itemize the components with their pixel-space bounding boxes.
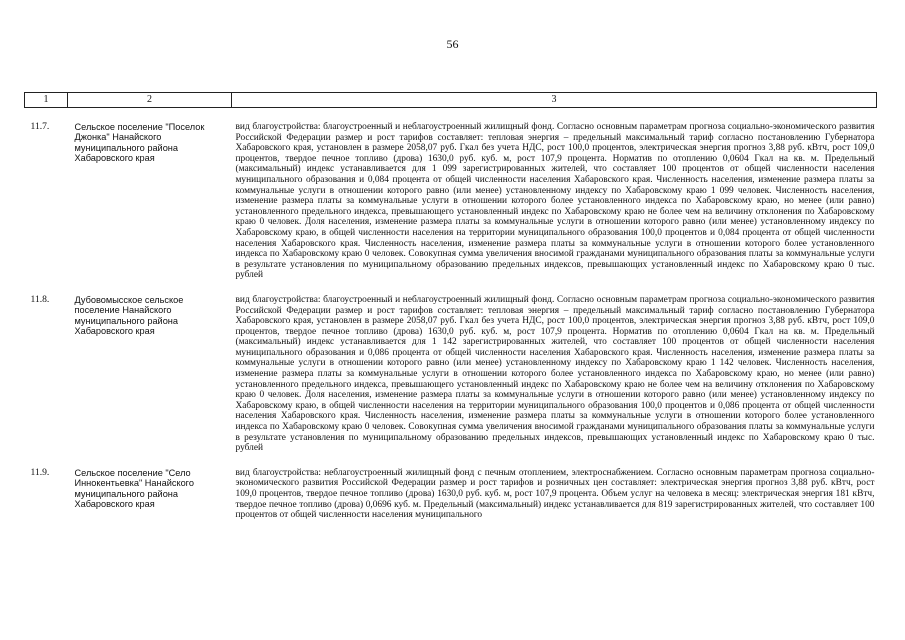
- row-gap: [25, 454, 877, 466]
- table-row: [25, 293, 877, 454]
- row-description: вид благоустройства: благоустроенный и неблагоустроенный жилищный фонд. Согласно основным параметрам прогноза социально-экономического развития Российской Федерации размер и рост тарифов составляет: тепловая энергия – предельный максимальный тариф согласно постановлению Губернатора Хабаровского края, установлен в размере 2058,07 руб. Гкал без учета НДС, рост 100,0 процентов, электрическая энергия прогноз 3,88 руб. кВтч, рост 109,0 процентов, твердое печное топливо (дрова) 1630,0 руб. куб. м, рост 107,9 процента. Норматив по отоплению 0,0604 Гкал на кв. м. Предельный (максимальный) индекс устанавливается для 1 099 зарегистрированных жителей, что составляет 100 процентов от общей численности населения муниципального образования и 0,084 процента от общей численности населения Хабаровского края. Численность населения, изменение размера платы за коммунальные услуги в отношении которого равно (или менее) установленному индексу по Хабаровскому краю 1 099 человек. Численность населения, изменение размера платы за коммунальные услуги в отношении которого более установленного индекса по Хабаровскому краю, но менее (или равно) установленного предельного индекса, превышающего установленный индекс по Хабаровскому краю не более чем на величину отклонения по Хабаровскому краю 0 человек. Доля населения, изменение размера платы за коммунальные услуги в отношении которого равно (или менее) установленному индексу по Хабаровскому краю, в общей численности населения на территории муниципального образования 100,0 процентов и 0,084 процента от общей численности населения Хабаровского края. Численность населения, изменение размера платы за коммунальные услуги в отношении которого более установленного индекса по Хабаровскому краю 0 человек. Совокупная сумма увеличения вносимой гражданами муниципального образования платы за коммунальные услуги в результате установления по муниципальному образованию предельных индексов, превышающих установленный индекс по Хабаровскому краю 0 тыс. рублей: [235, 122, 875, 281]
- municipality-name: Дубовомысское сельское поселение Нанайского муниципального района Хабаровского края: [74, 294, 184, 337]
- table-header-row: [25, 93, 877, 108]
- row-number: 11.9.: [30, 466, 50, 478]
- tariff-table: [24, 92, 877, 521]
- row-number: 11.7.: [30, 121, 50, 132]
- table-row: [25, 120, 877, 281]
- municipality-name: Сельское поселение "Село Иннокентьевка" Нанайского муниципального района Хабаровского края: [74, 467, 194, 510]
- column-header-municipality: 2: [68, 93, 232, 108]
- column-header-description: 3: [232, 93, 877, 108]
- table-row: [25, 466, 877, 521]
- row-description: вид благоустройства: неблагоустроенный жилищный фонд с печным отоплением, электроснабжением. Согласно основным параметрам прогноза социально-экономического развития Российской Федерации размер и рост тарифов и розничных цен составляет: электрическая энергия прогноз 3,88 руб. кВтч, рост 109,0 процентов, твердое печное топливо (дрова) 1630,0 руб. куб. м, рост 107,9 процента. Объем услуг на человека в месяц: электрическая энергия 181 кВтч, твердое печное топливо (дрова) 0,0696 куб. м. Предельный (максимальный) индекс устанавливается для 819 зарегистрированных жителей, что составляет 100 процентов от общей численности населения муниципального: [235, 467, 875, 521]
- municipality-name: Сельское поселение "Поселок Джонка" Нанайского муниципального района Хабаровского края: [74, 122, 205, 164]
- row-gap: [25, 281, 877, 293]
- header-gap: [25, 108, 877, 121]
- row-number: 11.8.: [30, 293, 50, 305]
- column-header-number: 1: [25, 93, 68, 108]
- row-description: вид благоустройства: благоустроенный и неблагоустроенный жилищный фонд. Согласно основным параметрам прогноза социально-экономического развития Российской Федерации размер и рост тарифов составляет: тепловая энергия – предельный максимальный тариф согласно постановлению Губернатора Хабаровского края, установлен в размере 2058,07 руб. Гкал без учета НДС, рост 100,0 процентов, электрическая энергия прогноз 3,88 руб. кВтч, рост 109,0 процентов, твердое печное топливо (дрова) 1630,0 руб. куб. м, рост 107,9 процента. Норматив по отоплению 0,0604 Гкал на кв. м. Предельный (максимальный) индекс устанавливается для 1 142 зарегистрированных жителей, что составляет 100 процентов от общей численности населения муниципального образования и 0,086 процента от общей численности населения Хабаровского края. Численность населения, изменение размера платы за коммунальные услуги в отношении которого равно (или менее) установленному индексу по Хабаровскому краю 1 142 человек. Численность населения, изменение размера платы за коммунальные услуги в отношении которого более установленного индекса по Хабаровскому краю, но менее (или равно) установленного предельного индекса, превышающего установленный индекс по Хабаровскому краю не более чем на величину отклонения по Хабаровскому краю 0 человек. Доля населения, изменение размера платы за коммунальные услуги в отношении которого равно (или менее) установленному индексу по Хабаровскому краю, в общей численности населения на территории муниципального образования 100,0 процентов и 0,086 процента от общей численности населения Хабаровского края. Численность населения, изменение размера платы за коммунальные услуги в отношении которого более установленного индекса по Хабаровскому краю 0 человек. Совокупная сумма увеличения вносимой гражданами муниципального образования платы за коммунальные услуги в результате установления по муниципальному образованию предельных индексов, превышающих установленный индекс по Хабаровскому краю 0 тыс. рублей: [235, 294, 875, 454]
- page-number: 56: [446, 37, 459, 51]
